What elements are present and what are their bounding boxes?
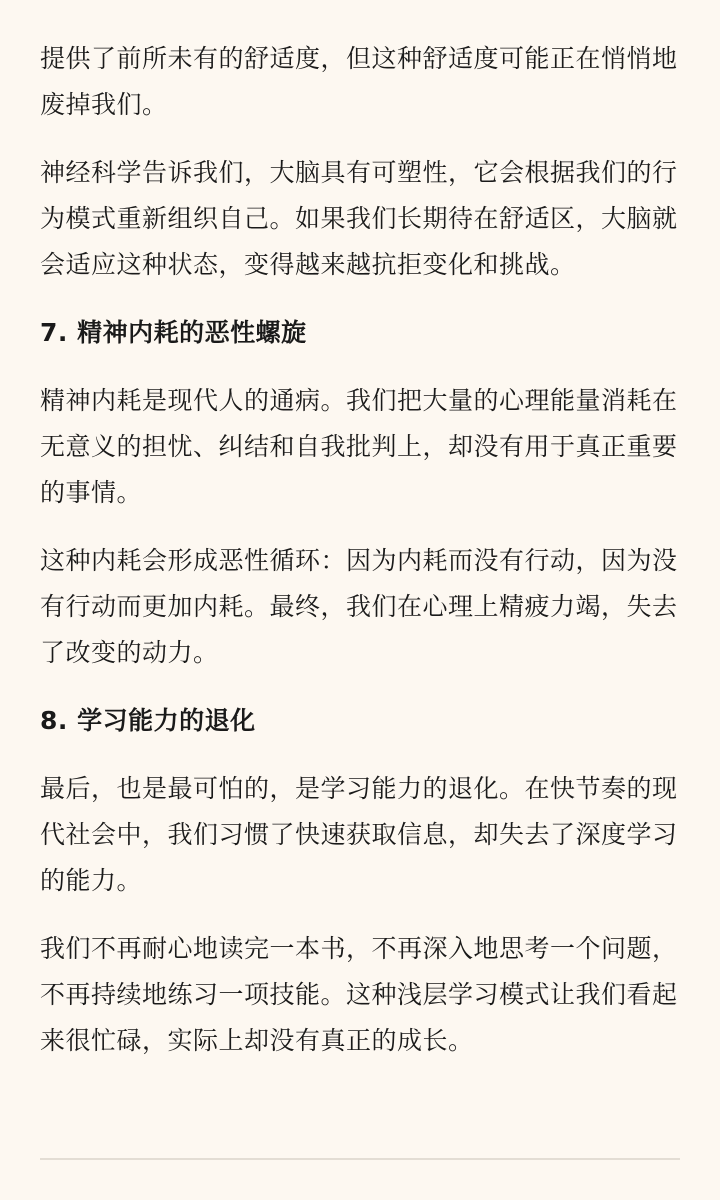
paragraph-neuroscience: 神经科学告诉我们，大脑具有可塑性，它会根据我们的行为模式重新组织自己。如果我们长期待在舒适区，大脑就会适应这种状态，变得越来越抗拒变化和挑战。 [40, 158, 678, 279]
paragraph-shallow-learning: 我们不再耐心地读完一本书，不再深入地思考一个问题，不再持续地练习一项技能。这种浅层学习模式让我们看起来很忙碌，实际上却没有真正的成长。 [40, 934, 678, 1055]
section-heading-8: 8. 学习能力的退化 [40, 706, 256, 735]
paragraph-mental-drain: 精神内耗是现代人的通病。我们把大量的心理能量消耗在无意义的担忧、纠结和自我批判上，却没有用于真正重要的事情。 [40, 386, 678, 507]
paragraph-learning-decline: 最后，也是最可怕的，是学习能力的退化。在快节奏的现代社会中，我们习惯了快速获取信息，却失去了深度学习的能力。 [40, 774, 678, 895]
article-body [40, 36, 682, 1064]
section-heading-7: 7. 精神内耗的恶性螺旋 [40, 318, 307, 347]
paragraph-vicious-cycle: 这种内耗会形成恶性循环：因为内耗而没有行动，因为没有行动而更加内耗。最终，我们在心理上精疲力竭，失去了改变的动力。 [40, 546, 678, 667]
bottom-divider [40, 1158, 680, 1160]
paragraph-comfort-intro: 提供了前所未有的舒适度，但这种舒适度可能正在悄悄地废掉我们。 [40, 44, 678, 119]
